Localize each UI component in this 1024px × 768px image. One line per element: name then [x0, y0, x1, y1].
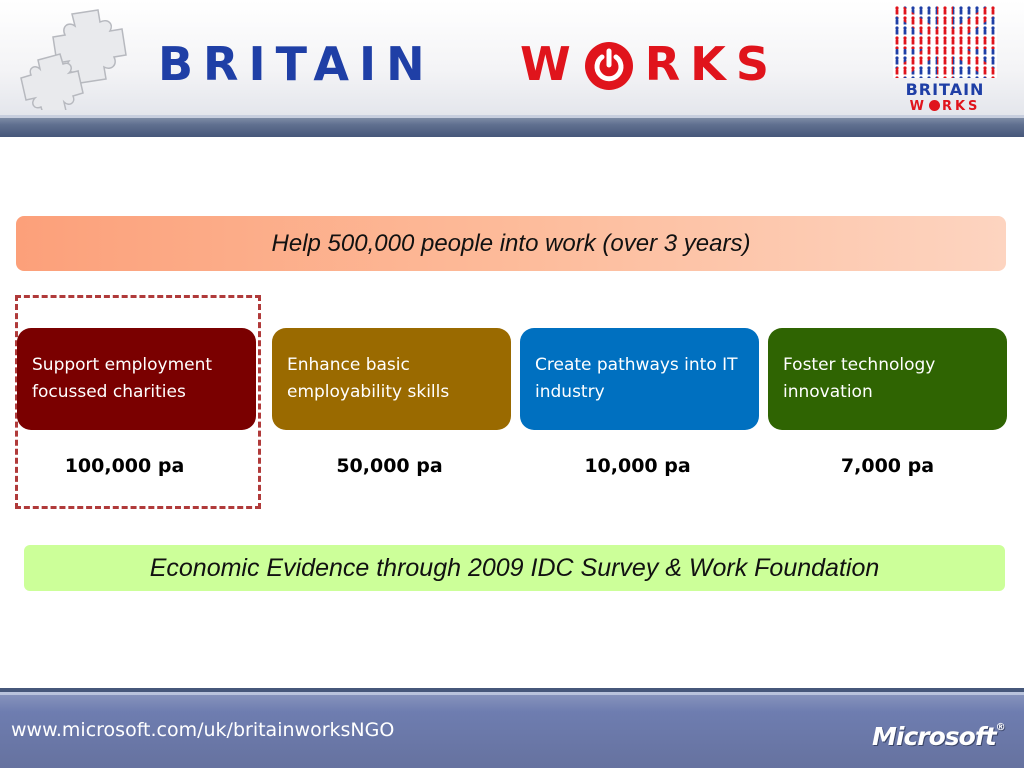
- power-icon: [585, 42, 633, 90]
- brand-britain-text: BRITAIN: [158, 37, 435, 91]
- microsoft-logo-text: Microsoft: [872, 722, 996, 751]
- footer-url-link[interactable]: www.microsoft.com/uk/britainworksNGO: [11, 719, 395, 741]
- target-it-pathways: 10,000 pa: [584, 455, 691, 477]
- puzzle-pieces-graphic: [20, 6, 140, 110]
- target-employability: 50,000 pa: [336, 455, 443, 477]
- badge-power-icon: [929, 100, 940, 111]
- goal-banner: Help 500,000 people into work (over 3 years): [16, 216, 1006, 271]
- evidence-banner: Economic Evidence through 2009 IDC Survey & Work Foundation: [24, 545, 1005, 591]
- target-innovation: 7,000 pa: [840, 455, 935, 477]
- brand-works-text: [520, 38, 779, 90]
- britain-works-badge-logo: [893, 6, 997, 114]
- badge-works-w: W: [909, 99, 927, 114]
- target-charities: 100,000 pa: [64, 455, 185, 477]
- pillar-charities: Support employment focussed charities: [17, 328, 256, 430]
- badge-works-text: [893, 99, 997, 114]
- brand-works-rks: RKS: [644, 37, 779, 91]
- header-divider-band: [0, 115, 1024, 137]
- brand-works-w: W: [520, 37, 581, 91]
- registered-mark: ®: [995, 722, 1005, 733]
- pillar-innovation: Foster technology innovation: [768, 328, 1007, 430]
- badge-britain-text: BRITAIN: [905, 80, 985, 99]
- microsoft-logo: [872, 722, 1005, 751]
- badge-works-rks: RKS: [941, 99, 981, 114]
- pillar-employability: Enhance basic employability skills: [272, 328, 511, 430]
- pillar-it-pathways: Create pathways into IT industry: [520, 328, 759, 430]
- union-flag-icon: [893, 6, 997, 78]
- header: [0, 0, 1024, 115]
